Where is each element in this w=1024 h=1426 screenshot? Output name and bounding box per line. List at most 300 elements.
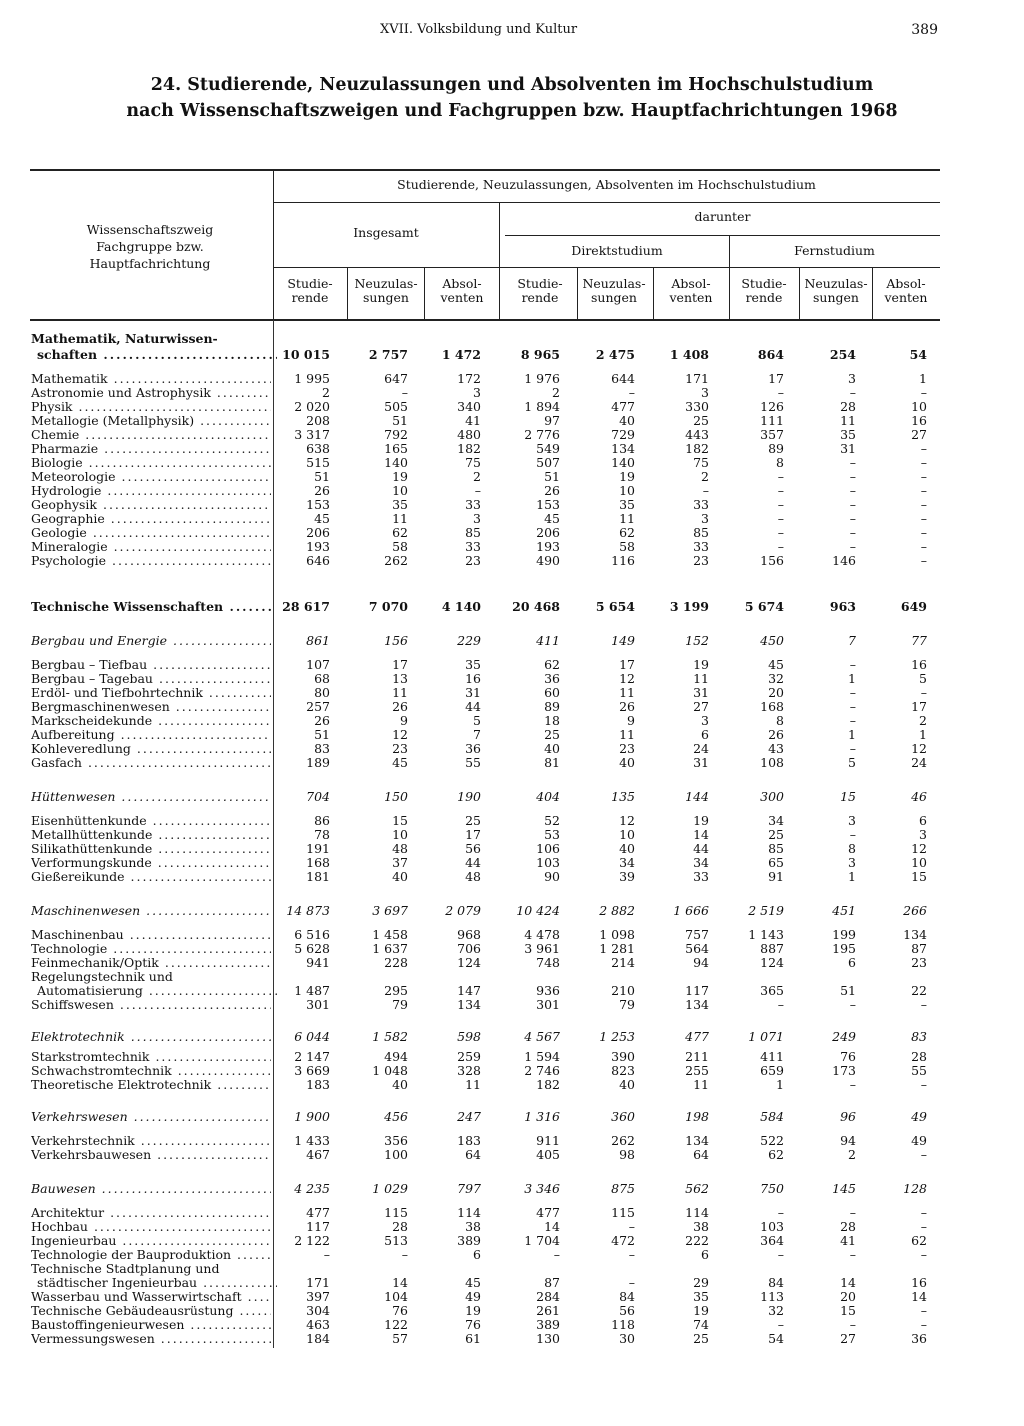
cell-value: 887 xyxy=(760,941,784,956)
cell-value: 87 xyxy=(544,1275,560,1290)
cell-value: 74 xyxy=(693,1317,709,1332)
cell-value: 83 xyxy=(314,741,330,756)
column-subheader-line-1: Neuzulas- xyxy=(582,276,646,291)
cell-value: 2 776 xyxy=(524,427,560,442)
cell-value: 31 xyxy=(693,685,709,700)
cell-value: 91 xyxy=(768,869,784,884)
cell-value: 3 xyxy=(473,511,481,526)
row-label: Theoretische Elektrotechnik ..... xyxy=(31,1078,271,1092)
column-subheader-line-2: venten xyxy=(884,290,928,305)
cell-value: – xyxy=(628,1275,635,1290)
cell-value: – xyxy=(849,455,856,470)
cell-value: 100 xyxy=(384,1147,408,1162)
cell-value: 31 xyxy=(840,441,856,456)
table-row xyxy=(0,672,1024,686)
cell-value: – xyxy=(920,1077,927,1092)
cell-value: 1 048 xyxy=(372,1063,408,1078)
cell-value: 35 xyxy=(465,657,481,672)
table-row xyxy=(0,870,1024,884)
cell-value: 198 xyxy=(685,1109,709,1124)
cell-value: 507 xyxy=(536,455,560,470)
cell-value: 513 xyxy=(384,1233,408,1248)
row-label: Bergbau – Tiefbau ..... xyxy=(31,658,271,672)
cell-value: 304 xyxy=(306,1303,330,1318)
cell-value: 84 xyxy=(619,1289,635,1304)
cell-value: 33 xyxy=(693,869,709,884)
row-label: Verkehrswesen ..... xyxy=(31,1110,271,1124)
cell-value: 404 xyxy=(536,789,560,804)
cell-value: 5 xyxy=(848,755,856,770)
cell-value: 247 xyxy=(457,1109,481,1124)
cell-value: 963 xyxy=(829,599,856,614)
cell-value: 549 xyxy=(536,441,560,456)
cell-value: 103 xyxy=(536,855,560,870)
cell-value: 257 xyxy=(306,699,330,714)
cell-value: – xyxy=(849,469,856,484)
cell-value: 45 xyxy=(392,755,408,770)
cell-value: 477 xyxy=(536,1205,560,1220)
row-label: Hydrologie ..... xyxy=(31,484,271,498)
direkt-header: Direktstudium xyxy=(571,243,663,258)
cell-value: 6 044 xyxy=(294,1029,330,1044)
cell-value: 330 xyxy=(685,399,709,414)
row-label: städtischer Ingenieurbau ..... xyxy=(37,1276,277,1290)
row-label: Technologie der Bauproduktion ..... xyxy=(31,1248,271,1262)
cell-value: 20 xyxy=(768,685,784,700)
cell-value: 57 xyxy=(392,1331,408,1346)
cell-value: 12 xyxy=(619,813,635,828)
cell-value: – xyxy=(474,483,481,498)
cell-value: 477 xyxy=(685,1029,709,1044)
row-label: Hochbau ..... xyxy=(31,1220,271,1234)
cell-value: 262 xyxy=(384,553,408,568)
table-row xyxy=(0,1234,1024,1248)
cell-value: 26 xyxy=(314,483,330,498)
cell-value: – xyxy=(920,685,927,700)
cell-value: 389 xyxy=(536,1317,560,1332)
cell-value: 266 xyxy=(903,903,927,918)
cell-value: 5 628 xyxy=(294,941,330,956)
cell-value: – xyxy=(920,1303,927,1318)
cell-value: 1 xyxy=(848,727,856,742)
cell-value: 1 704 xyxy=(524,1233,560,1248)
cell-value: 89 xyxy=(544,699,560,714)
cell-value: – xyxy=(849,385,856,400)
cell-value: 54 xyxy=(909,347,927,362)
cell-value: 3 xyxy=(473,385,481,400)
cell-value: – xyxy=(849,713,856,728)
cell-value: 134 xyxy=(457,997,481,1012)
table-row xyxy=(0,814,1024,828)
row-label: Elektrotechnik ..... xyxy=(31,1030,271,1044)
row-label: Markscheidekunde ..... xyxy=(31,714,271,728)
cell-value: 1 976 xyxy=(524,371,560,386)
table-row xyxy=(0,1064,1024,1078)
row-label: Aufbereitung ..... xyxy=(31,728,271,742)
table-row xyxy=(0,742,1024,756)
cell-value: 911 xyxy=(536,1133,560,1148)
cell-value: 5 xyxy=(473,713,481,728)
cell-value: 24 xyxy=(911,755,927,770)
row-label: Verkehrsbauwesen ..... xyxy=(31,1148,271,1162)
cell-value: 12 xyxy=(911,841,927,856)
cell-value: 300 xyxy=(760,789,784,804)
cell-value: 1 029 xyxy=(372,1181,408,1196)
cell-value: 6 xyxy=(701,727,709,742)
table-title-line-1: 24. Studierende, Neuzulassungen und Absolventen im Hochschulstudium xyxy=(150,75,874,95)
cell-value: 792 xyxy=(384,427,408,442)
cell-value: 25 xyxy=(693,1331,709,1346)
cell-value: 61 xyxy=(465,1331,481,1346)
cell-value: 140 xyxy=(611,455,635,470)
cell-value: 6 xyxy=(848,955,856,970)
cell-value: 53 xyxy=(544,827,560,842)
cell-value: 450 xyxy=(760,633,784,648)
cell-value: 936 xyxy=(536,983,560,998)
cell-value: 477 xyxy=(306,1205,330,1220)
row-label: Maschinenwesen ..... xyxy=(31,904,271,918)
cell-value: – xyxy=(777,1247,784,1262)
row-label: Gießereikunde ..... xyxy=(31,870,271,884)
cell-value: 116 xyxy=(611,553,635,568)
cell-value: 3 669 xyxy=(294,1063,330,1078)
cell-value: – xyxy=(401,385,408,400)
row-label: Geologie ..... xyxy=(31,526,271,540)
cell-value: 41 xyxy=(840,1233,856,1248)
cell-value: 2 xyxy=(848,1147,856,1162)
cell-value: 51 xyxy=(840,983,856,998)
cell-value: 411 xyxy=(536,633,560,648)
cell-value: 30 xyxy=(619,1331,635,1346)
cell-value: 44 xyxy=(693,841,709,856)
cell-value: 28 xyxy=(911,1049,927,1064)
stub-header-line-3: Hauptfachrichtung xyxy=(89,256,211,271)
cell-value: 10 xyxy=(911,399,927,414)
top-header: Studierende, Neuzulassungen, Absolventen im Hochschulstudium xyxy=(397,177,816,192)
table-row xyxy=(0,1248,1024,1262)
cell-value: 78 xyxy=(314,827,330,842)
row-label: Schiffswesen ..... xyxy=(31,998,271,1012)
cell-value: 49 xyxy=(911,1133,927,1148)
cell-value: 34 xyxy=(693,855,709,870)
cell-value: 26 xyxy=(392,699,408,714)
cell-value: 35 xyxy=(392,497,408,512)
cell-value: 28 xyxy=(840,399,856,414)
column-subheader-line-1: Studie- xyxy=(287,276,333,291)
cell-value: 58 xyxy=(392,539,408,554)
cell-value: 45 xyxy=(768,657,784,672)
cell-value: 189 xyxy=(306,755,330,770)
cell-value: 113 xyxy=(760,1289,784,1304)
cell-value: 522 xyxy=(760,1133,784,1148)
cell-value: – xyxy=(628,1219,635,1234)
cell-value: 472 xyxy=(611,1233,635,1248)
cell-value: 3 xyxy=(848,813,856,828)
row-label: Feinmechanik/Optik ..... xyxy=(31,956,271,970)
cell-value: 2 xyxy=(701,469,709,484)
table-row xyxy=(0,842,1024,856)
cell-value: 26 xyxy=(619,699,635,714)
table-row xyxy=(0,348,1024,362)
cell-value: 31 xyxy=(693,755,709,770)
cell-value: 25 xyxy=(693,413,709,428)
cell-value: 56 xyxy=(465,841,481,856)
cell-value: 114 xyxy=(685,1205,709,1220)
table-row xyxy=(0,1148,1024,1162)
cell-value: 1 253 xyxy=(599,1029,635,1044)
cell-value: 19 xyxy=(619,469,635,484)
table-row xyxy=(0,1030,1024,1044)
cell-value: 26 xyxy=(768,727,784,742)
cell-value: 182 xyxy=(536,1077,560,1092)
cell-value: 206 xyxy=(536,525,560,540)
cell-value: – xyxy=(849,525,856,540)
cell-value: 360 xyxy=(611,1109,635,1124)
cell-value: 397 xyxy=(306,1289,330,1304)
cell-value: 37 xyxy=(392,855,408,870)
cell-value: – xyxy=(553,1247,560,1262)
cell-value: 76 xyxy=(392,1303,408,1318)
cell-value: 114 xyxy=(457,1205,481,1220)
cell-value: 405 xyxy=(536,1147,560,1162)
cell-value: – xyxy=(777,539,784,554)
cell-value: 598 xyxy=(457,1029,481,1044)
cell-value: 249 xyxy=(832,1029,856,1044)
cell-value: – xyxy=(777,525,784,540)
cell-value: 94 xyxy=(693,955,709,970)
cell-value: 19 xyxy=(465,1303,481,1318)
row-label: Eisenhüttenkunde ..... xyxy=(31,814,271,828)
cell-value: 16 xyxy=(911,657,927,672)
cell-value: 94 xyxy=(840,1133,856,1148)
row-label: Bergbau und Energie ..... xyxy=(31,634,271,648)
cell-value: 16 xyxy=(911,413,927,428)
cell-value: 81 xyxy=(544,755,560,770)
cell-value: 11 xyxy=(840,413,856,428)
cell-value: 17 xyxy=(911,699,927,714)
cell-value: 168 xyxy=(760,699,784,714)
cell-value: 19 xyxy=(392,469,408,484)
row-label: Verformungskunde ..... xyxy=(31,856,271,870)
cell-value: 19 xyxy=(693,1303,709,1318)
cell-value: 134 xyxy=(685,1133,709,1148)
cell-value: 156 xyxy=(760,553,784,568)
cell-value: 193 xyxy=(536,539,560,554)
cell-value: – xyxy=(628,1247,635,1262)
cell-value: 17 xyxy=(619,657,635,672)
column-subheader-line-2: rende xyxy=(745,290,783,305)
cell-value: 90 xyxy=(544,869,560,884)
cell-value: 79 xyxy=(392,997,408,1012)
cell-value: 2 xyxy=(919,713,927,728)
cell-value: 17 xyxy=(768,371,784,386)
cell-value: 515 xyxy=(306,455,330,470)
cell-value: – xyxy=(849,685,856,700)
darunter-header: darunter xyxy=(694,209,751,224)
cell-value: – xyxy=(849,741,856,756)
cell-value: 390 xyxy=(611,1049,635,1064)
table-row xyxy=(0,554,1024,568)
cell-value: 51 xyxy=(544,469,560,484)
cell-value: 12 xyxy=(619,671,635,686)
cell-value: 14 xyxy=(392,1275,408,1290)
row-label: Maschinenbau ..... xyxy=(31,928,271,942)
cell-value: 181 xyxy=(306,869,330,884)
cell-value: 64 xyxy=(693,1147,709,1162)
cell-value: – xyxy=(849,1317,856,1332)
cell-value: 477 xyxy=(611,399,635,414)
cell-value: 62 xyxy=(392,525,408,540)
table-row xyxy=(0,540,1024,554)
cell-value: 15 xyxy=(911,869,927,884)
cell-value: 4 235 xyxy=(294,1181,330,1196)
cell-value: 19 xyxy=(693,813,709,828)
cell-value: 10 015 xyxy=(282,347,330,362)
column-subheader-line-1: Studie- xyxy=(741,276,787,291)
cell-value: 1 xyxy=(848,671,856,686)
table-row xyxy=(0,984,1024,998)
cell-value: 1 xyxy=(848,869,856,884)
cell-value: 103 xyxy=(760,1219,784,1234)
cell-value: 2 xyxy=(473,469,481,484)
cell-value: 60 xyxy=(544,685,560,700)
cell-value: 1 316 xyxy=(524,1109,560,1124)
cell-value: 10 xyxy=(619,483,635,498)
cell-value: 75 xyxy=(465,455,481,470)
table-row xyxy=(0,956,1024,970)
cell-value: 757 xyxy=(685,927,709,942)
cell-value: – xyxy=(849,511,856,526)
cell-value: 262 xyxy=(611,1133,635,1148)
cell-value: 647 xyxy=(384,371,408,386)
cell-value: 34 xyxy=(619,855,635,870)
cell-value: 1 594 xyxy=(524,1049,560,1064)
cell-value: 54 xyxy=(768,1331,784,1346)
cell-value: 3 xyxy=(848,855,856,870)
cell-value: 153 xyxy=(306,497,330,512)
cell-value: 28 xyxy=(840,1219,856,1234)
cell-value: 145 xyxy=(832,1181,856,1196)
page-number: 389 xyxy=(911,22,938,38)
cell-value: – xyxy=(777,483,784,498)
cell-value: – xyxy=(849,483,856,498)
cell-value: 134 xyxy=(685,997,709,1012)
row-label: Biologie ..... xyxy=(31,456,271,470)
row-label: Mathematik, Naturwissen- xyxy=(31,332,218,346)
cell-value: 62 xyxy=(768,1147,784,1162)
cell-value: 140 xyxy=(384,455,408,470)
cell-value: 11 xyxy=(392,685,408,700)
cell-value: 15 xyxy=(840,1303,856,1318)
row-label: Metallhüttenkunde ..... xyxy=(31,828,271,842)
cell-value: 184 xyxy=(306,1331,330,1346)
cell-value: 1 408 xyxy=(669,347,709,362)
cell-value: 14 xyxy=(693,827,709,842)
cell-value: 1 637 xyxy=(372,941,408,956)
cell-value: – xyxy=(920,1147,927,1162)
cell-value: 584 xyxy=(760,1109,784,1124)
cell-value: 168 xyxy=(306,855,330,870)
cell-value: – xyxy=(849,539,856,554)
row-label: schaften ..... xyxy=(37,348,277,362)
cell-value: 149 xyxy=(611,633,635,648)
table-row xyxy=(0,1332,1024,1346)
cell-value: 222 xyxy=(685,1233,709,1248)
cell-value: 35 xyxy=(693,1289,709,1304)
cell-value: – xyxy=(849,1205,856,1220)
row-label: Automatisierung ..... xyxy=(37,984,277,998)
row-label: Pharmazie ..... xyxy=(31,442,271,456)
cell-value: 89 xyxy=(768,441,784,456)
table-row xyxy=(0,1262,1024,1276)
cell-value: 23 xyxy=(911,955,927,970)
cell-value: 36 xyxy=(911,1331,927,1346)
cell-value: 77 xyxy=(911,633,927,648)
cell-value: 706 xyxy=(457,941,481,956)
column-subheader-line-1: Neuzulas- xyxy=(354,276,418,291)
cell-value: 704 xyxy=(306,789,330,804)
row-label: Geophysik ..... xyxy=(31,498,271,512)
cell-value: 14 xyxy=(544,1219,560,1234)
row-label: Chemie ..... xyxy=(31,428,271,442)
cell-value: 2 519 xyxy=(748,903,784,918)
table-row xyxy=(0,1110,1024,1124)
cell-value: 797 xyxy=(457,1181,481,1196)
cell-value: 111 xyxy=(760,413,784,428)
cell-value: 173 xyxy=(832,1063,856,1078)
cell-value: 122 xyxy=(384,1317,408,1332)
cell-value: 106 xyxy=(536,841,560,856)
cell-value: – xyxy=(401,1247,408,1262)
cell-value: 171 xyxy=(306,1275,330,1290)
cell-value: 152 xyxy=(685,633,709,648)
cell-value: 25 xyxy=(465,813,481,828)
cell-value: 4 567 xyxy=(524,1029,560,1044)
table-row xyxy=(0,400,1024,414)
cell-value: 25 xyxy=(768,827,784,842)
row-label: Bauwesen ..... xyxy=(31,1182,271,1196)
cell-value: 729 xyxy=(611,427,635,442)
cell-value: 80 xyxy=(314,685,330,700)
cell-value: 659 xyxy=(760,1063,784,1078)
cell-value: – xyxy=(920,385,927,400)
cell-value: 1 143 xyxy=(748,927,784,942)
cell-value: 27 xyxy=(911,427,927,442)
cell-value: 750 xyxy=(760,1181,784,1196)
cell-value: – xyxy=(920,539,927,554)
cell-value: 206 xyxy=(306,525,330,540)
cell-value: 443 xyxy=(685,427,709,442)
row-label: Mineralogie ..... xyxy=(31,540,271,554)
cell-value: 87 xyxy=(911,941,927,956)
insgesamt-header: Insgesamt xyxy=(353,225,419,240)
cell-value: 20 468 xyxy=(512,599,560,614)
cell-value: 36 xyxy=(465,741,481,756)
cell-value: 62 xyxy=(911,1233,927,1248)
cell-value: 115 xyxy=(611,1205,635,1220)
cell-value: 490 xyxy=(536,553,560,568)
table-row xyxy=(0,856,1024,870)
cell-value: 12 xyxy=(911,741,927,756)
cell-value: 190 xyxy=(457,789,481,804)
cell-value: 14 xyxy=(911,1289,927,1304)
cell-value: 7 xyxy=(473,727,481,742)
cell-value: 451 xyxy=(832,903,856,918)
cell-value: 340 xyxy=(457,399,481,414)
cell-value: 76 xyxy=(840,1049,856,1064)
cell-value: 108 xyxy=(760,755,784,770)
cell-value: – xyxy=(849,657,856,672)
